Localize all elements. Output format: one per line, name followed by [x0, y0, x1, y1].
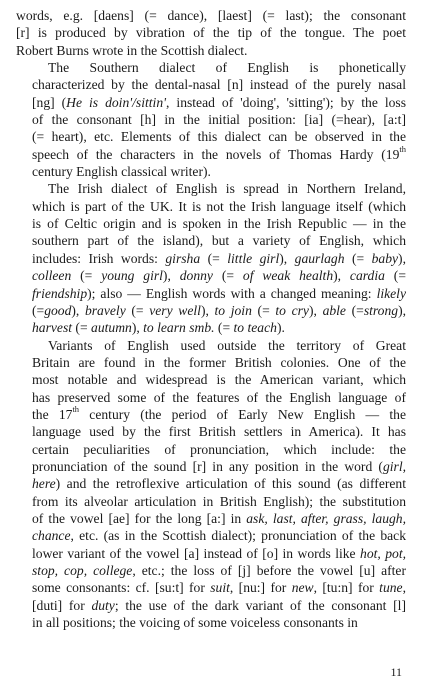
text-line [16, 579, 406, 596]
text-line [16, 614, 406, 631]
text-run: (= [212, 268, 243, 284]
text-run: ), [333, 268, 350, 284]
text-run: is of Celtic origin and is spoken in the Irish Republic — in the [32, 216, 406, 232]
paragraph [16, 7, 406, 59]
text-run: lower variant of the vowel [a] instead of [o] in words like [32, 545, 361, 561]
italic-run: to join [214, 302, 252, 318]
text-line [16, 458, 406, 475]
text-line [16, 371, 406, 388]
text-run: [ng] ( [32, 94, 67, 110]
text-line [16, 441, 406, 458]
text-run: (= [32, 302, 45, 318]
text-run: most notable and widespread is the American variant, which [32, 372, 406, 388]
text-run: from its alveolar articulation in British English); the substitution [32, 493, 406, 509]
italic-run: able [322, 302, 346, 318]
text-run: characterized by the dental-nasal [n] instead of the purely nasal [32, 77, 406, 93]
text-run: century (the period of Early New English — the [79, 406, 406, 422]
italic-run: He is doin'/sittin' [66, 94, 167, 110]
text-line [16, 59, 406, 76]
paragraph [16, 59, 406, 180]
italic-run: baby [371, 250, 399, 266]
superscript: th [399, 144, 406, 155]
text-run: , [402, 580, 406, 596]
italic-run: ask, last, after, grass, laugh, [246, 510, 406, 526]
italic-run: girsha [165, 250, 201, 266]
text-run: language used by the first British settlers in America). It has [32, 424, 406, 440]
italic-run: cardia [349, 268, 385, 284]
italic-run: colleen [32, 268, 72, 284]
text-run: (= [200, 250, 228, 266]
text-line [16, 250, 406, 267]
paragraph [16, 337, 406, 632]
italic-run: to cry [275, 302, 309, 318]
text-line [16, 128, 406, 145]
text-run: ), [162, 268, 180, 284]
text-run: (= [251, 302, 276, 318]
text-line [16, 597, 406, 614]
text-run: ), [200, 302, 215, 318]
text-run: has preserved some of the features of the English language of [32, 389, 406, 405]
text-line [16, 232, 406, 249]
text-run: speech of the characters in the novels of Thomas Hardy (19 [32, 146, 400, 162]
italic-run: here [32, 476, 56, 492]
text-line [16, 198, 406, 215]
italic-run: strong [363, 302, 399, 318]
text-run: includes: Irish words: [32, 250, 166, 266]
text-line [16, 285, 406, 302]
italic-run: autumn [91, 320, 132, 336]
italic-run: young girl [101, 268, 163, 284]
text-line [16, 163, 406, 180]
italic-run: of weak health [242, 268, 334, 284]
text-run: The Southern dialect of English is phonetically [48, 60, 406, 76]
text-run: in all positions; the voicing of some voiceless consonants in [32, 615, 358, 631]
text-line [16, 319, 406, 336]
text-line [16, 510, 406, 527]
italic-run: to learn smb. [143, 320, 215, 336]
text-line [16, 527, 406, 544]
text-run: ), [131, 320, 144, 336]
text-run: (= [125, 302, 150, 318]
text-run: some consonants: cf. [su:t] for [32, 580, 211, 596]
italic-run: duty [91, 597, 115, 613]
text-run: , [tu:n] for [313, 580, 380, 596]
text-line [16, 423, 406, 440]
text-run: [r] is produced by vibration of the tip of the tongue. The poet [16, 25, 406, 41]
text-run: ), [71, 302, 85, 318]
italic-run: friendship [32, 285, 88, 301]
text-line [16, 146, 406, 163]
text-run: (= [384, 268, 406, 284]
text-run: ), [308, 302, 323, 318]
text-run: (= [345, 302, 364, 318]
italic-run: tune [379, 580, 403, 596]
text-line [16, 562, 406, 579]
text-run: ). [276, 320, 285, 336]
italic-run: chance [32, 528, 71, 544]
italic-run: to teach [233, 320, 277, 336]
text-run: (= [71, 268, 102, 284]
text-run: ), [398, 250, 406, 266]
text-run: (= [72, 320, 92, 336]
text-run: southern part of the island), but a variety of English, which [32, 233, 406, 249]
italic-run: very well [149, 302, 201, 318]
text-run: , etc.; the loss of [j] before the vowel [u] after [132, 563, 406, 578]
paragraph [16, 180, 406, 336]
text-run: Britain are found in the former British colonies. One of the [32, 354, 406, 370]
text-line [16, 267, 406, 284]
italic-run: bravely [84, 302, 126, 318]
italic-run: harvest [32, 320, 73, 336]
text-run: of the consonant [h] in the initial position: [ia] (=hear), [a:t] [32, 112, 406, 128]
superscript: th [72, 404, 80, 415]
text-line [16, 180, 406, 197]
text-run: (= heart), etc. Elements of this dialect can be observed in the [32, 129, 406, 145]
text-run: ), [279, 250, 295, 266]
text-line [16, 7, 406, 24]
text-line [16, 215, 406, 232]
text-line [16, 545, 406, 562]
text-run: the 17 [32, 406, 73, 422]
italic-run: stop, cop, college [32, 563, 133, 578]
body-text [16, 7, 406, 631]
text-run: , instead of 'doing', 'sitting'); by the loss [166, 94, 407, 110]
text-line [16, 493, 406, 510]
italic-run: suit [210, 580, 230, 596]
text-line [16, 94, 406, 111]
italic-run: hot, pot, [360, 545, 407, 561]
text-line [16, 24, 406, 41]
text-run: of the vowel [ae] for the long [a:] in [32, 510, 247, 526]
italic-run: gaurlagh [294, 250, 345, 266]
text-run: ), [398, 302, 406, 318]
text-run: , [nu:] for [229, 580, 292, 596]
text-run: pronunciation of the sound [r] in any position in the word ( [32, 458, 383, 474]
text-run: [duti] for [32, 597, 92, 613]
text-run: words, e.g. [daens] (= dance), [laest] (= last); the consonant [16, 8, 406, 23]
text-line [16, 111, 406, 128]
italic-run: new [291, 580, 314, 596]
italic-run: good [44, 302, 72, 318]
text-line [16, 76, 406, 93]
text-run: Variants of English used outside the territory of Great [48, 337, 406, 353]
text-run: (= [214, 320, 234, 336]
text-line [16, 302, 406, 319]
text-run: ); also — English words with a changed meaning: [87, 285, 377, 301]
text-run: certain peculiarities of pronunciation, which include: the [32, 441, 406, 457]
text-line [16, 475, 406, 492]
italic-run: donny [179, 268, 213, 284]
text-line [16, 406, 406, 423]
italic-run: little girl [227, 250, 280, 266]
text-line [16, 42, 406, 59]
italic-run: girl, [382, 458, 406, 474]
page-number: 11 [390, 665, 402, 679]
text-line [16, 354, 406, 371]
text-run: which is part of the UK. It is not the Irish language itself (which [32, 198, 406, 214]
text-run: The Irish dialect of English is spread in Northern Ireland, [48, 181, 406, 197]
text-run: century English classical writer). [32, 164, 211, 180]
text-run: Robert Burns wrote in the Scottish dialect. [16, 42, 248, 58]
text-run: ; the use of the dark variant of the consonant [l] [114, 597, 406, 613]
italic-run: likely [376, 285, 406, 301]
text-run: , etc. (as in the Scottish dialect); pronunciation of the back [70, 528, 406, 544]
text-line [16, 337, 406, 354]
text-run: ) and the retroflexive articulation of this sound (as different [55, 476, 406, 492]
text-run: (= [344, 250, 372, 266]
